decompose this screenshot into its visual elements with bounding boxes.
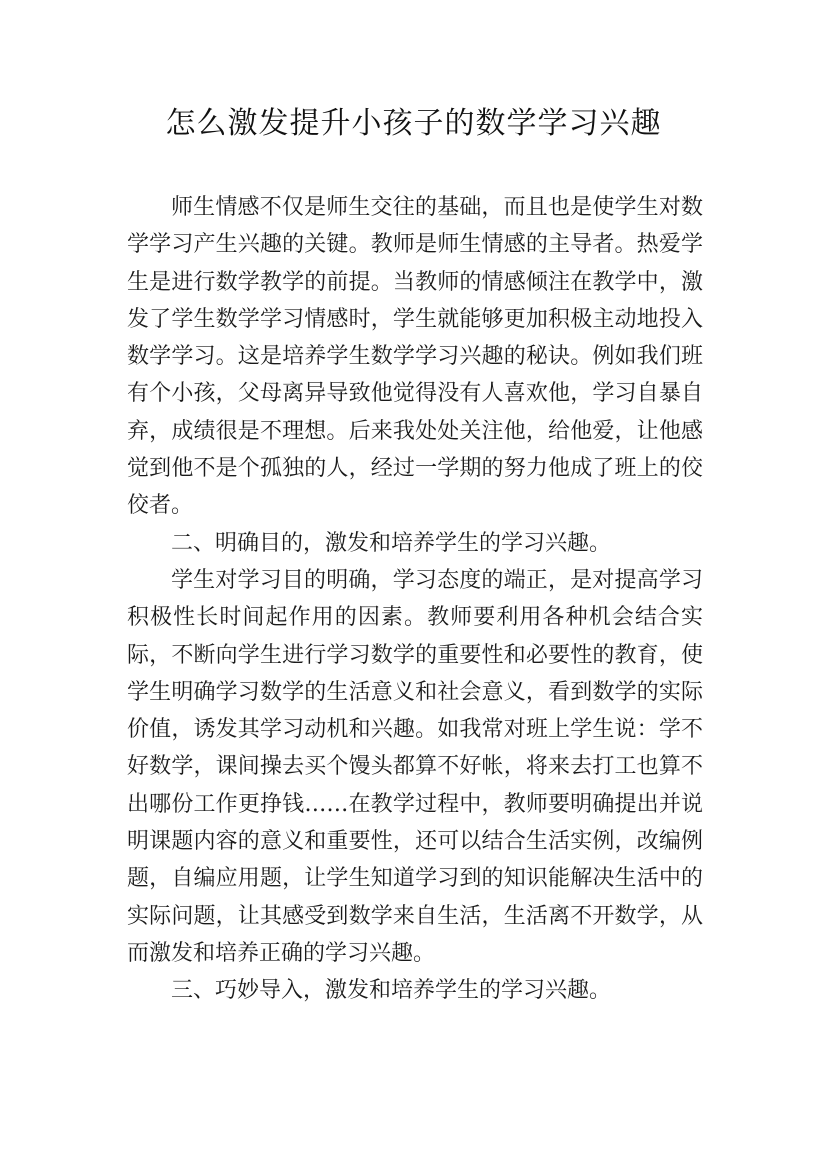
paragraph-clear-goals: 学生对学习目的明确，学习态度的端正，是对提高学习积极性长时间起作用的因素。教师要利用各种机会结合实际，不断向学生进行学习数学的重要性和必要性的教育，使学生明确学习数学的生活意义和社会意义，看到数学的实际价值，诱发其学习动机和兴趣。如我常对班上学生说：学不好数学，课间操去买个馒头都算不好帐，将来去打工也算不出哪份工作更挣钱……在教学过程中，教师要明确提出并说明课题内容的意义和重要性，还可以结合生活实例，改编例题，自编应用题，让学生知道学习到的知识能解决生活中的实际问题，让其感受到数学来自生活，生活离不开数学，从而激发和培养正确的学习兴趣。 xyxy=(127,567,703,966)
section-heading-clear-goals: 二、明确目的，激发和培养学生的学习兴趣。 xyxy=(171,530,612,556)
section-heading-clever-introduction: 三、巧妙导入，激发和培养学生的学习兴趣。 xyxy=(171,978,612,1004)
paragraph-teacher-student-emotion: 师生情感不仅是师生交往的基础，而且也是使学生对数学学习产生兴趣的关键。教师是师生情感的主导者。热爱学生是进行数学教学的前提。当教师的情感倾注在教学中，激发了学生数学学习情感时，学生就能够更加积极主动地投入数学学习。这是培养学生数学学习兴趣的秘诀。例如我们班有个小孩，父母离异导致他觉得没有人喜欢他，学习自暴自弃，成绩很是不理想。后来我处处关注他，给他爱，让他感觉到他不是个孤独的人，经过一学期的努力他成了班上的佼佼者。 xyxy=(127,195,703,519)
document-title: 怎么激发提升小孩子的数学学习兴趣 xyxy=(165,106,662,141)
document-body xyxy=(127,189,703,1010)
